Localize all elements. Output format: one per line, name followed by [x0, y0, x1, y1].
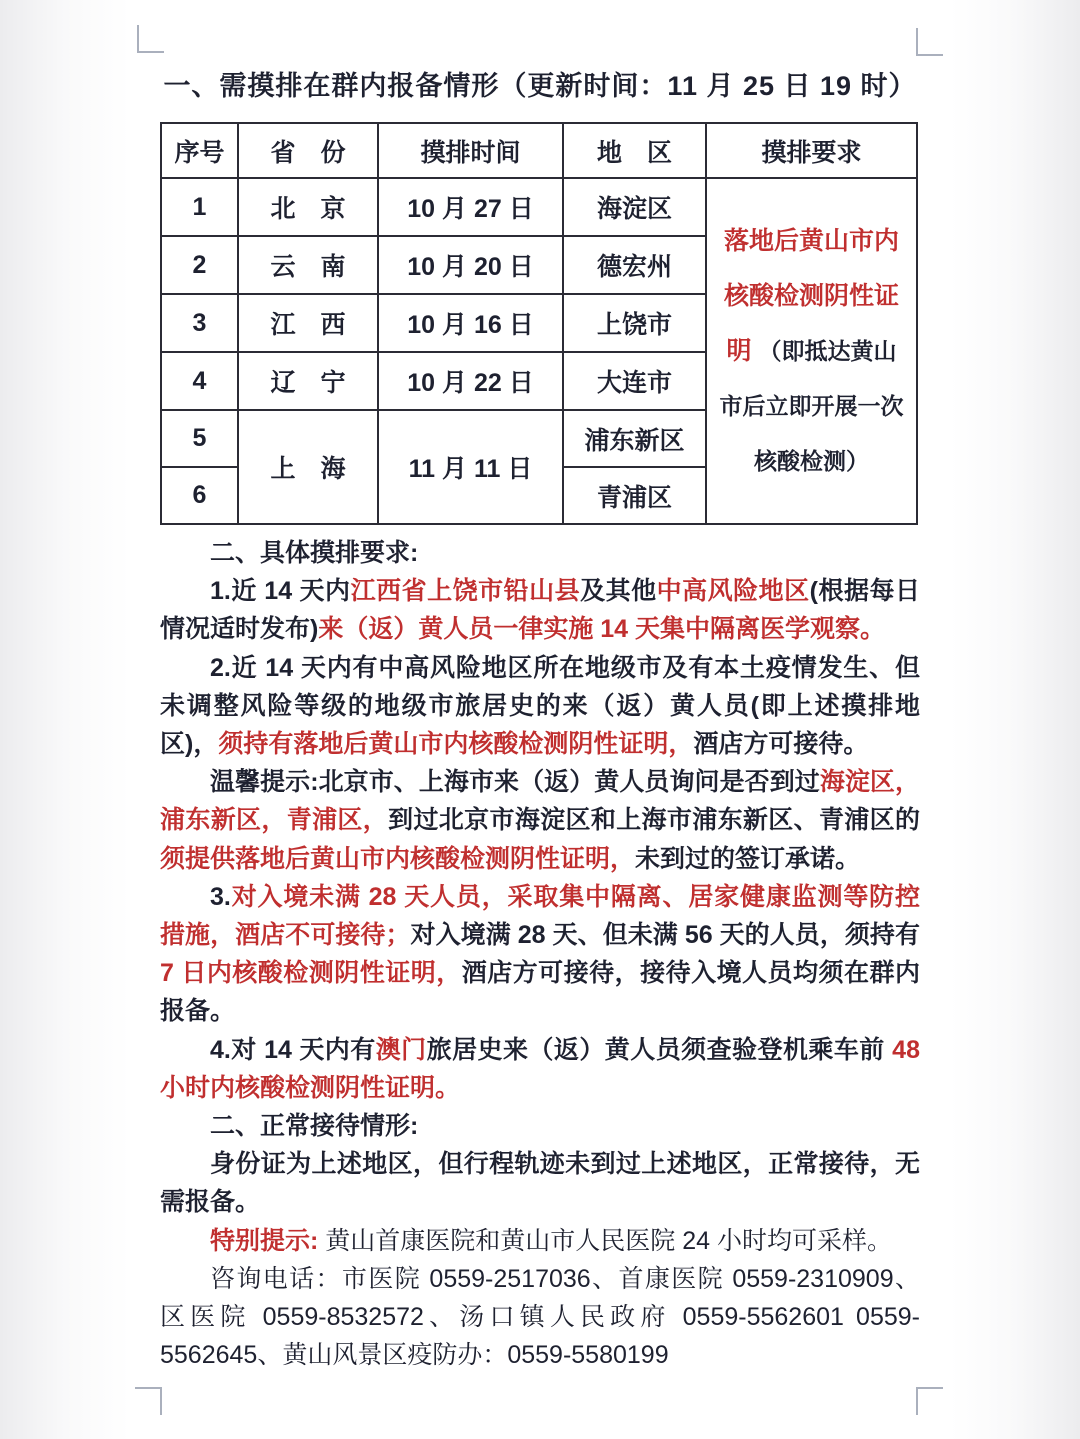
- cell-area: 浦东新区: [563, 410, 706, 467]
- paragraph-4: 4.对 14 天内有澳门旅居史来（返）黄人员须查验登机乘车前 48 小时内核酸检测阴性证明。: [160, 1035, 920, 1102]
- document-text: [160, 534, 920, 1374]
- section-screening-requirements: 二、具体摸排要求:: [210, 539, 419, 567]
- cell-province: 北 京: [238, 178, 378, 236]
- table-header-row: [161, 123, 917, 178]
- paragraph-2: 2.近 14 天内有中高风险地区所在地级市及有本土疫情发生、但未调整风险等级的地级市旅居史的来（返）黄人员(即上述摸排地区)，须持有落地后黄山市内核酸检测阴性证明，酒店方可接待。: [160, 653, 920, 759]
- cell-province: 上 海: [238, 410, 378, 524]
- cell-date: 11 月 11 日: [378, 410, 563, 524]
- cell-no: 2: [161, 236, 238, 294]
- table-row: [161, 178, 917, 236]
- cell-date: 10 月 16 日: [378, 294, 563, 352]
- paragraph-idcard: 身份证为上述地区，但行程轨迹未到过上述地区，正常接待，无需报备。: [160, 1150, 920, 1217]
- cell-no: 4: [161, 352, 238, 410]
- screening-table: [160, 122, 918, 525]
- cell-area: 德宏州: [563, 236, 706, 294]
- document-body: [160, 66, 920, 1374]
- cell-requirement: [706, 178, 917, 524]
- header-requirement: 摸排要求: [706, 123, 917, 178]
- cell-no: 6: [161, 467, 238, 524]
- header-area: 地 区: [563, 123, 706, 178]
- header-province: 省 份: [238, 123, 378, 178]
- paragraph-special-note: 特别提示: 黄山首康医院和黄山市人民医院 24 小时均可采样。: [210, 1226, 892, 1255]
- cell-area: 青浦区: [563, 467, 706, 524]
- requirement-red-text: 落地后黄山市内核酸检测阴性证明: [723, 226, 899, 365]
- paragraph-3: 3.对入境未满 28 天人员，采取集中隔离、居家健康监测等防控措施，酒店不可接待；对入境满 28 天、但未满 56 天的人员，须持有 7 日内核酸检测阴性证明，酒店方可接待，接待入境人员均须在群内报备。: [160, 882, 920, 1026]
- cell-area: 大连市: [563, 352, 706, 410]
- crop-mark-bottom-right: [916, 1387, 943, 1415]
- cell-date: 10 月 22 日: [378, 352, 563, 410]
- section-normal-reception: 二、正常接待情形:: [210, 1112, 419, 1141]
- cell-no: 1: [161, 178, 238, 236]
- cell-province: 辽 宁: [238, 352, 378, 410]
- paragraph-1: 1.近 14 天内江西省上饶市铅山县及其他中高风险地区(根据每日情况适时发布)来（返）黄人员一律实施 14 天集中隔离医学观察。: [160, 577, 920, 644]
- cell-no: 3: [161, 294, 238, 352]
- crop-mark-top-right: [916, 28, 943, 56]
- cell-date: 10 月 27 日: [378, 178, 563, 236]
- cell-date: 10 月 20 日: [378, 236, 563, 294]
- paragraph-contacts: 咨询电话：市医院 0559-2517036、首康医院 0559-2310909、区医院 0559-8532572、汤口镇人民政府 0559-5562601 0559-5562645、黄山风景区疫防办：0559-5580199: [160, 1264, 920, 1370]
- paragraph-tips: 温馨提示:北京市、上海市来（返）黄人员询问是否到过海淀区，浦东新区，青浦区，到过北京市海淀区和上海市浦东新区、青浦区的须提供落地后黄山市内核酸检测阴性证明，未到过的签订承诺。: [160, 768, 920, 873]
- cell-province: 云 南: [238, 236, 378, 294]
- cell-no: 5: [161, 410, 238, 467]
- page-title: 一、需摸排在群内报备情形（更新时间：11 月 25 日 19 时）: [163, 71, 917, 101]
- crop-mark-bottom-left: [135, 1387, 162, 1415]
- requirement-note: （即抵达黄山市后立即开展一次核酸检测）: [719, 337, 904, 474]
- cell-area: 上饶市: [563, 294, 706, 352]
- cell-province: 江 西: [238, 294, 378, 352]
- crop-mark-top-left: [137, 25, 164, 53]
- header-no: 序号: [161, 123, 238, 178]
- header-date: 摸排时间: [378, 123, 563, 178]
- cell-area: 海淀区: [563, 178, 706, 236]
